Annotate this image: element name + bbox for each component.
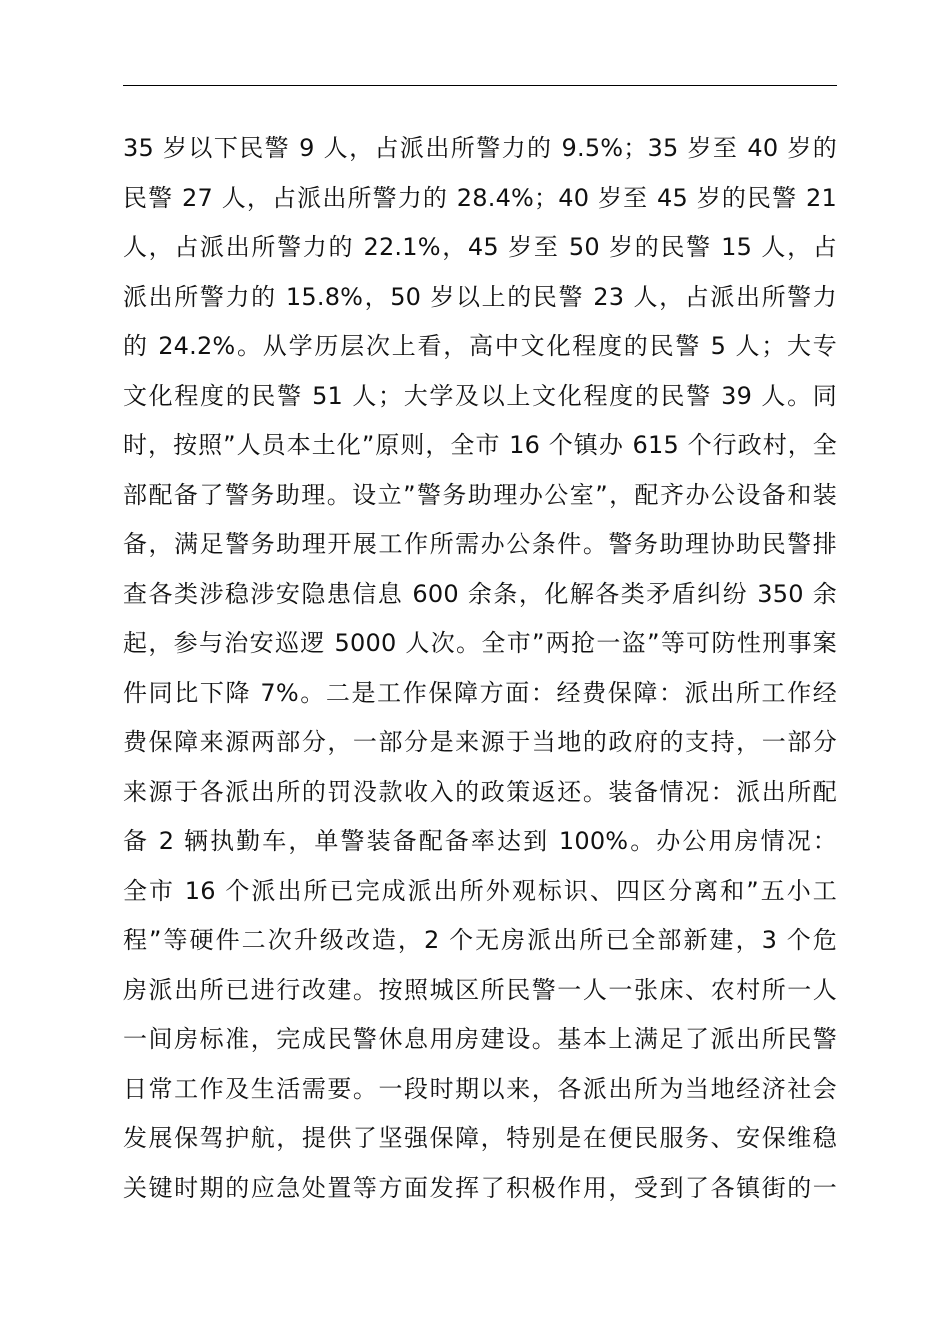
text-line: 的 24.2%。从学历层次上看，高中文化程度的民警 5 人；大专 [123, 332, 837, 360]
text-line: 文化程度的民警 51 人；大学及以上文化程度的民警 39 人。同 [123, 381, 837, 410]
text-line: 部配备了警务助理。设立”警务助理办公室”，配齐办公设备和装 [123, 480, 837, 509]
text-line: 关键时期的应急处置等方面发挥了积极作用，受到了各镇街的一 [123, 1173, 837, 1202]
text-line: 派出所警力的 15.8%，50 岁以上的民警 23 人，占派出所警力 [123, 282, 837, 311]
text-line: 件同比下降 7%。二是工作保障方面：经费保障：派出所工作经 [123, 678, 837, 707]
text-line: 35 岁以下民警 9 人，占派出所警力的 9.5%；35 岁至 40 岁的 [123, 134, 837, 162]
text-line: 来源于各派出所的罚没款收入的政策返还。装备情况：派出所配 [123, 777, 837, 806]
header-rule [123, 85, 837, 86]
text-line: 一间房标准，完成民警休息用房建设。基本上满足了派出所民警 [123, 1025, 837, 1053]
text-line: 费保障来源两部分，一部分是来源于当地的政府的支持，一部分 [123, 728, 837, 756]
text-line: 民警 27 人，占派出所警力的 28.4%；40 岁至 45 岁的民警 21 [123, 183, 837, 212]
text-line: 起，参与治安巡逻 5000 人次。全市”两抢一盗”等可防性刑事案 [123, 629, 837, 657]
text-line: 全市 16 个派出所已完成派出所外观标识、四区分离和”五小工 [123, 876, 837, 905]
body-paragraph [123, 124, 837, 1213]
text-line: 发展保驾护航，提供了坚强保障，特别是在便民服务、安保维稳 [123, 1124, 837, 1152]
text-line: 查各类涉稳涉安隐患信息 600 余条，化解各类矛盾纠纷 350 余 [123, 579, 837, 608]
text-line: 备，满足警务助理开展工作所需办公条件。警务助理协助民警排 [123, 530, 837, 558]
text-line: 时，按照”人员本土化”原则，全市 16 个镇办 615 个行政村，全 [123, 431, 837, 459]
text-line: 日常工作及生活需要。一段时期以来，各派出所为当地经济社会 [123, 1074, 837, 1103]
text-line: 程”等硬件二次升级改造，2 个无房派出所已全部新建，3 个危 [123, 926, 837, 954]
text-line: 房派出所已进行改建。按照城区所民警一人一张床、农村所一人 [123, 975, 837, 1004]
text-line: 备 2 辆执勤车，单警装备配备率达到 100%。办公用房情况： [123, 827, 837, 855]
text-line: 人，占派出所警力的 22.1%，45 岁至 50 岁的民警 15 人，占 [123, 233, 837, 261]
